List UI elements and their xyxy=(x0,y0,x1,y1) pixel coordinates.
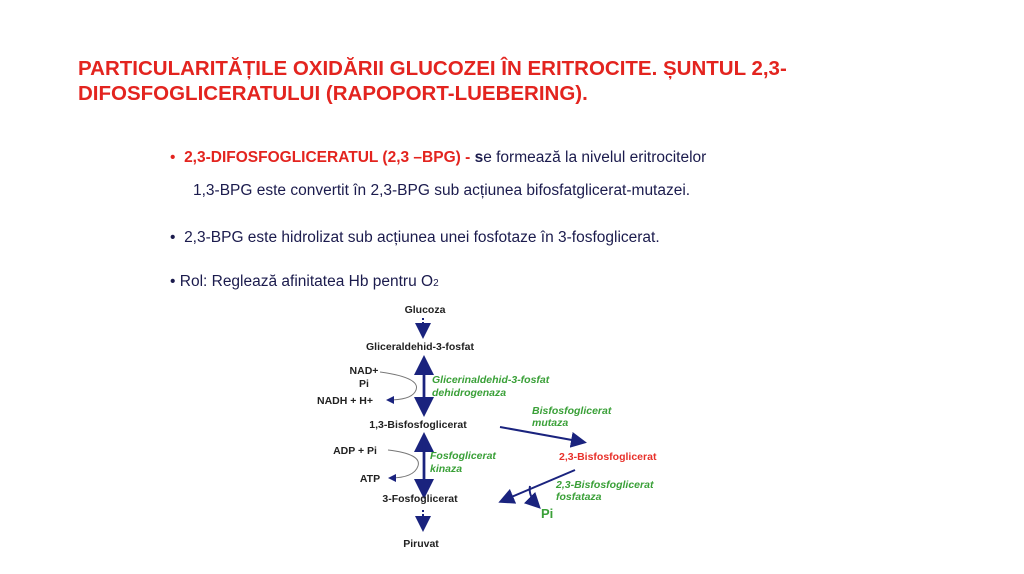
bullet-1-line2: 1,3-BPG este convertit în 2,3-BPG sub acțiunea bifosfatglicerat-mutazei. xyxy=(193,182,691,199)
enzyme-gapdh-1: Glicerinaldehid-3-fosfat xyxy=(432,374,550,386)
piruvat-label: Piruvat xyxy=(403,538,439,550)
atp-label: ATP xyxy=(359,473,381,485)
nadh-label: NADH + H+ xyxy=(316,395,374,407)
adp-label: ADP + Pi xyxy=(333,445,377,457)
bullet-marker: • xyxy=(170,229,176,246)
enzyme-kinaza-1: Fosfoglicerat xyxy=(430,450,496,462)
bullet-1-text: e formează la nivelul eritrocitelor xyxy=(483,149,707,166)
bullet-marker: • xyxy=(170,273,176,290)
slide-title: PARTICULARITĂȚILE OXIDĂRII GLUCOZEI ÎN ERITROCITE. ȘUNTUL 2,3-DIFOSFOGLICERATULUI (RAPOPORT-LUEBERING). xyxy=(78,57,787,105)
bullet-3-subscript: 2 xyxy=(433,278,439,289)
g3p-label: Gliceraldehid-3-fosfat xyxy=(366,341,474,353)
bullet-1-s: s xyxy=(474,149,484,166)
pi-label: Pi xyxy=(359,378,369,390)
pg3-label: 3-Fosfoglicerat xyxy=(382,493,458,505)
nad-label: NAD+ xyxy=(349,365,379,377)
glucoza-label: Glucoza xyxy=(404,304,446,316)
enzyme-mutaza-2: mutaza xyxy=(532,417,569,429)
enzyme-fosfataza-1: 2,3-Bisfosfoglicerat xyxy=(556,479,654,491)
arrow-mutaza xyxy=(500,427,583,442)
enzyme-gapdh-2: dehidrogenaza xyxy=(432,387,507,399)
cofactor-arrow-1 xyxy=(380,372,417,400)
enzyme-kinaza-2: kinaza xyxy=(430,463,463,475)
pi-product-label: Pi xyxy=(541,506,554,521)
bullet-marker: • xyxy=(170,149,176,166)
enzyme-fosfataza-2: fosfataza xyxy=(556,491,602,503)
bullet-2-text: 2,3-BPG este hidrolizat sub acțiunea unei fosfotaze în 3-fosfoglicerat. xyxy=(184,229,660,246)
enzyme-mutaza-1: Bisfosfoglicerat xyxy=(532,405,612,417)
cofactor-arrow-2 xyxy=(388,450,418,478)
bullet-1-heading: 2,3-DIFOSFOGLICERATUL (2,3 –BPG) - xyxy=(184,149,475,166)
bpg13-label: 1,3-Bisfosfoglicerat xyxy=(369,419,467,431)
bullet-3-text: Rol: Reglează afinitatea Hb pentru O xyxy=(179,273,434,290)
bpg23-label: 2,3-Bisfosfoglicerat xyxy=(559,451,657,463)
